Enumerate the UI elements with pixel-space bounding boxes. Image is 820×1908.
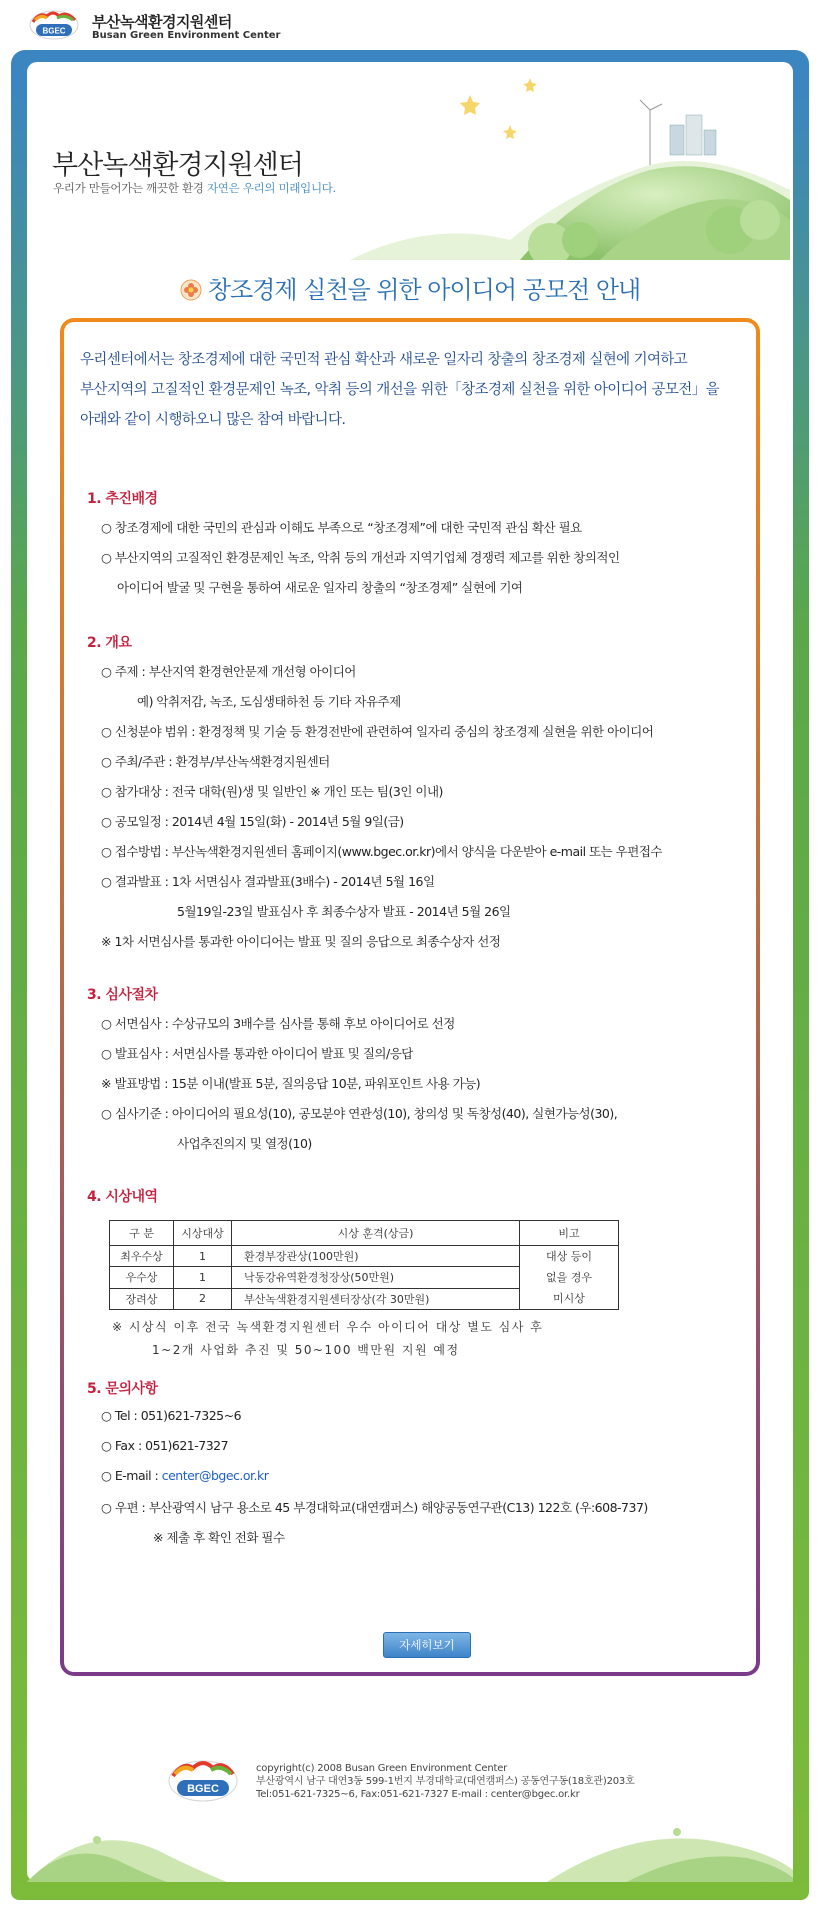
intro-line: 아래와 같이 시행하오니 많은 참여 바랍니다. [80, 412, 346, 428]
table-header: 구 분 [110, 1221, 174, 1246]
contact-tel: ○ Tel : 051)621-7325~6 [101, 1408, 242, 1423]
award-prize: 환경부장관상(100만원) [232, 1246, 520, 1267]
award-prize: 낙동강유역환경청장상(50만원) [232, 1267, 520, 1288]
awards-note [112, 1316, 543, 1362]
section-title-overview: 2. 개요 [87, 635, 132, 651]
section-line: ○ 부산지역의 고질적인 환경문제인 녹조, 악취 등의 개선과 지역기업체 경쟁력 제고를 위한 창의적인 [101, 550, 620, 565]
notice-title-text: 창조경제 실천을 위한 아이디어 공모전 안내 [207, 276, 641, 304]
section-line: ○ 접수방법 : 부산녹색환경지원센터 홈페이지(www.bgec.or.kr)에서 양식을 다운받아 e-mail 또는 우편접수 [101, 844, 662, 859]
org-name-en: Busan Green Environment Center [92, 30, 281, 41]
footer-logo-text: BGEC [187, 1783, 219, 1795]
table-header: 시상 훈격(상금) [232, 1221, 520, 1246]
intro-line: 부산지역의 고질적인 환경문제인 녹조, 악취 등의 개선을 위한「창조경제 실천을 위한 아이디어 공모전」을 [80, 382, 720, 398]
contact-post-note: ※ 제출 후 확인 전화 필수 [153, 1530, 285, 1545]
remark-line: 대상 등이 [545, 1250, 592, 1263]
contact-fax: ○ Fax : 051)621-7327 [101, 1438, 229, 1453]
section-line: ○ 심사기준 : 아이디어의 필요성(10), 공모분야 연관성(10), 창의성 및 독창성(40), 실현가능성(30), [101, 1106, 618, 1121]
note-line: 1~2개 사업화 추진 및 50~100 백만원 지원 예정 [152, 1343, 460, 1357]
section-line: ○ 창조경제에 대한 국민의 관심과 이해도 부족으로 “창조경제”에 대한 국민적 관심 확산 필요 [101, 520, 582, 535]
award-name: 장려상 [110, 1288, 174, 1309]
org-name-ko: 부산녹색환경지원센터 [92, 13, 232, 31]
award-remark [520, 1246, 619, 1310]
award-count: 2 [174, 1288, 232, 1309]
award-name: 최우수상 [110, 1246, 174, 1267]
awards-table [109, 1220, 619, 1310]
section-line: 5월19일-23일 발표심사 후 최종수상자 발표 - 2014년 5월 26일 [177, 904, 511, 919]
footer-copyright: copyright(c) 2008 Busan Green Environment Center [256, 1763, 508, 1774]
table-row [110, 1246, 619, 1267]
award-prize: 부산녹색환경지원센터장상(각 30만원) [232, 1288, 520, 1309]
section-line: ※ 발표방법 : 15분 이내(발표 5분, 질의응답 10분, 파워포인트 사용 가능) [101, 1076, 481, 1091]
section-line: ○ 주제 : 부산지역 환경현안문제 개선형 아이디어 [101, 664, 356, 679]
section-line: ※ 1차 서면심사를 통과한 아이디어는 발표 및 질의 응답으로 최종수상자 선정 [101, 934, 501, 949]
section-line: ○ 주최/주관 : 환경부/부산녹색환경지원센터 [101, 754, 330, 769]
notice-title [0, 270, 820, 305]
top-bar [0, 0, 820, 48]
hero-subtitle-highlight: 자연은 우리의 미래입니다. [206, 181, 336, 195]
section-line: ○ 서면심사 : 수상규모의 3배수를 심사를 통해 후보 아이디어로 선정 [101, 1016, 455, 1031]
email-label: ○ E-mail : [101, 1468, 162, 1483]
section-line: ○ 결과발표 : 1차 서면심사 결과발표(3배수) - 2014년 5월 16일 [101, 874, 435, 889]
award-count: 1 [174, 1246, 232, 1267]
bgec-logo-icon[interactable] [27, 8, 81, 42]
section-line: 아이디어 발굴 및 구현을 통하여 새로운 일자리 창출의 “창조경제” 실현에 기여 [117, 580, 523, 595]
table-header: 비고 [520, 1221, 619, 1246]
footer-info [256, 1762, 635, 1801]
more-details-button[interactable]: 자세히보기 [383, 1632, 471, 1658]
section-line: ○ 참가대상 : 전국 대학(원)생 및 일반인 ※ 개인 또는 팀(3인 이내) [101, 784, 443, 799]
award-name: 우수상 [110, 1267, 174, 1288]
contact-post: ○ 우편 : 부산광역시 남구 용소로 45 부경대학교(대연캠퍼스) 해양공동연구관(C13) 122호 (우:608-737) [101, 1500, 648, 1515]
section-line: ○ 신청분야 범위 : 환경정책 및 기술 등 환경전반에 관련하여 일자리 중심의 창조경제 실현을 위한 아이디어 [101, 724, 654, 739]
section-line: 예) 악취저감, 녹조, 도심생태하천 등 기타 자유주제 [137, 694, 401, 709]
footer-address: 부산광역시 남구 대연3동 599-1번지 부경대학교(대연캠퍼스) 공동연구동(18호관)203호 [256, 1776, 635, 1787]
intro-paragraph [80, 345, 740, 435]
contact-email [101, 1468, 268, 1483]
section-title-background: 1. 추진배경 [87, 491, 158, 507]
table-header: 시상대상 [174, 1221, 232, 1246]
award-count: 1 [174, 1267, 232, 1288]
note-line: ※ 시상식 이후 전국 녹색환경지원센터 우수 아이디어 대상 별도 심사 후 [112, 1320, 544, 1334]
footer-contact: Tel:051-621-7325~6, Fax:051-621-7327 E-mail : center@bgec.or.kr [256, 1789, 580, 1800]
section-title-review: 3. 심사절차 [87, 987, 158, 1003]
section-title-contact: 5. 문의사항 [87, 1381, 158, 1397]
hero-title: 부산녹색환경지원센터 [52, 150, 303, 181]
section-line: ○ 발표심사 : 서면심사를 통과한 아이디어 발표 및 질의/응답 [101, 1046, 413, 1061]
hero-subtitle [53, 180, 336, 196]
hero-landscape-illustration [350, 70, 790, 260]
footer-bgec-logo-icon[interactable] [165, 1756, 241, 1806]
table-header-row [110, 1221, 619, 1246]
email-link[interactable]: center@bgec.or.kr [161, 1468, 269, 1483]
remark-line: 미시상 [553, 1292, 585, 1305]
section-line: 사업추진의지 및 열정(10) [177, 1136, 312, 1151]
section-title-awards: 4. 시상내역 [87, 1189, 158, 1205]
flower-icon [180, 279, 202, 301]
logo-text: BGEC [42, 26, 66, 36]
intro-line: 우리센터에서는 창조경제에 대한 국민적 관심 확산과 새로운 일자리 창출의 창조경제 실현에 기여하고 [80, 352, 688, 368]
hero-subtitle-prefix: 우리가 만들어가는 깨끗한 환경 [53, 181, 207, 195]
remark-line: 없을 경우 [545, 1271, 592, 1284]
section-line: ○ 공모일정 : 2014년 4월 15일(화) - 2014년 5월 9일(금) [101, 814, 404, 829]
